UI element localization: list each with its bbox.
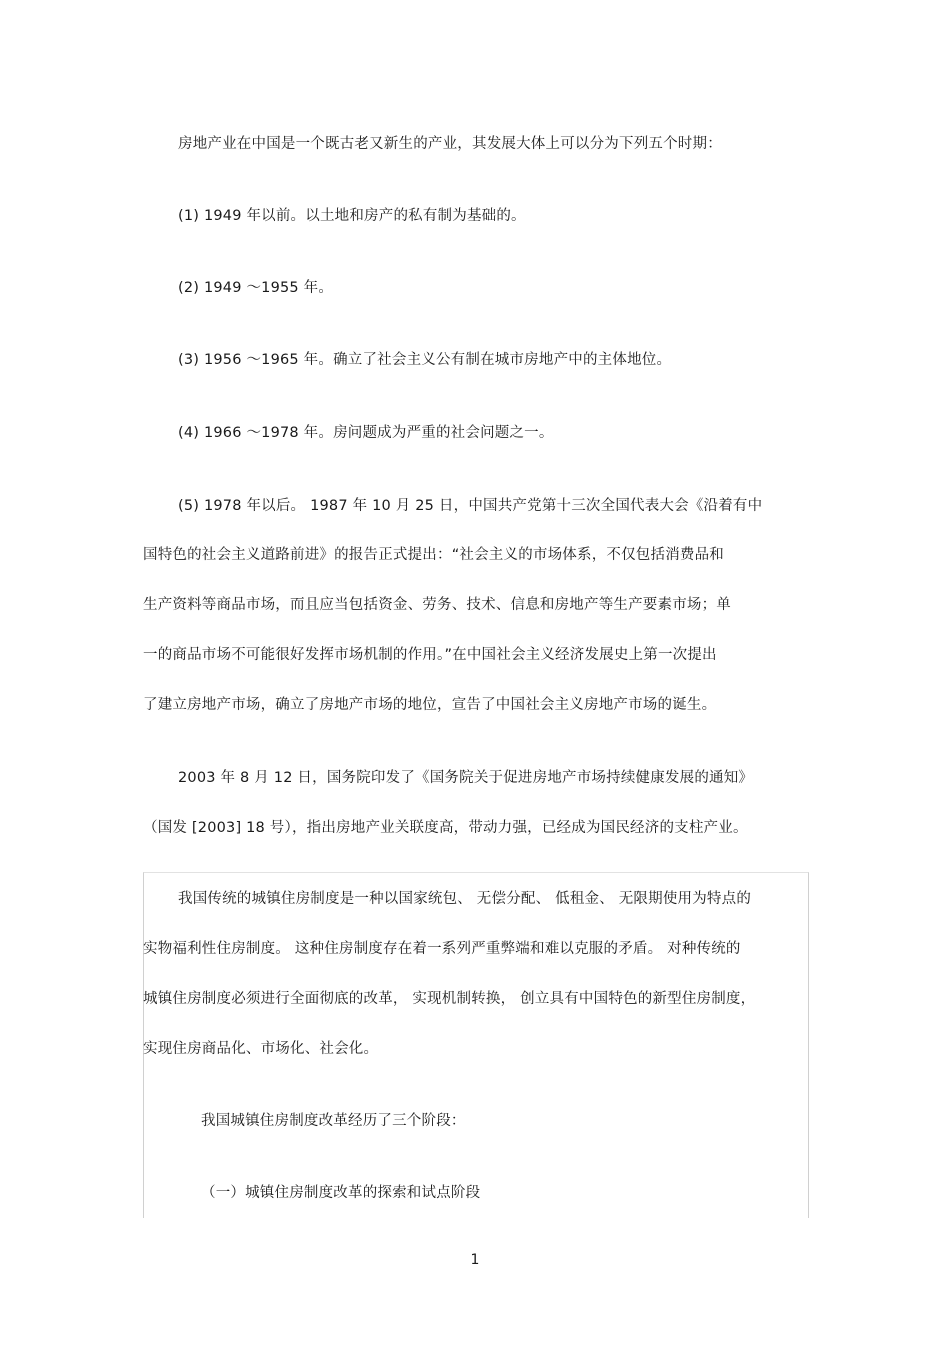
page-number: 1 <box>470 1252 480 1268</box>
period-5-line-3: 生产资料等商品市场，而且应当包括资金、劳务、技术、信息和房地产等生产要素市场；单 <box>143 597 731 613</box>
notice-line-1: 2003 年 8 月 12 日，国务院印发了《国务院关于促进房地产市场持续健康发展的通知》 <box>178 770 754 786</box>
reform-line-1: 我国传统的城镇住房制度是一种以国家统包、 无偿分配、 低租金、 无限期使用为特点的 <box>178 891 752 907</box>
reform-line-2: 实物福利性住房制度。 这种住房制度存在着一系列严重弊端和难以克服的矛盾。 对种传统的 <box>143 941 741 957</box>
notice-line-2: （国发 [2003] 18 号），指出房地产业关联度高，带动力强，已经成为国民经济的支柱产业。 <box>143 820 748 836</box>
intro-paragraph: 房地产业在中国是一个既古老又新生的产业，其发展大体上可以分为下列五个时期： <box>178 136 722 152</box>
reform-line-4: 实现住房商品化、市场化、社会化。 <box>143 1041 379 1057</box>
period-3: (3) 1956 ～1965 年。确立了社会主义公有制在城市房地产中的主体地位。 <box>178 352 672 368</box>
period-2: (2) 1949 ～1955 年。 <box>178 280 334 296</box>
reform-line-3: 城镇住房制度必须进行全面彻底的改革， 实现机制转换， 创立具有中国特色的新型住房制度， <box>143 991 756 1007</box>
period-5-line-2: 国特色的社会主义道路前进》的报告正式提出：“社会主义的市场体系，不仅包括消费品和 <box>143 547 725 563</box>
period-4: (4) 1966 ～1978 年。房问题成为严重的社会问题之一。 <box>178 425 554 441</box>
period-5-line-1: (5) 1978 年以后。 1987 年 10 月 25 日，中国共产党第十三次全国代表大会《沿着有中 <box>178 498 763 514</box>
reform-stages-heading: 我国城镇住房制度改革经历了三个阶段： <box>201 1113 466 1129</box>
period-1: (1) 1949 年以前。以土地和房产的私有制为基础的。 <box>178 208 526 224</box>
reform-stage-1-heading: （一）城镇住房制度改革的探索和试点阶段 <box>201 1185 481 1201</box>
period-5-line-4: 一的商品市场不可能很好发挥市场机制的作用。”在中国社会主义经济发展史上第一次提出 <box>143 647 717 663</box>
period-5-line-5: 了建立房地产市场，确立了房地产市场的地位，宣告了中国社会主义房地产市场的诞生。 <box>143 697 717 713</box>
